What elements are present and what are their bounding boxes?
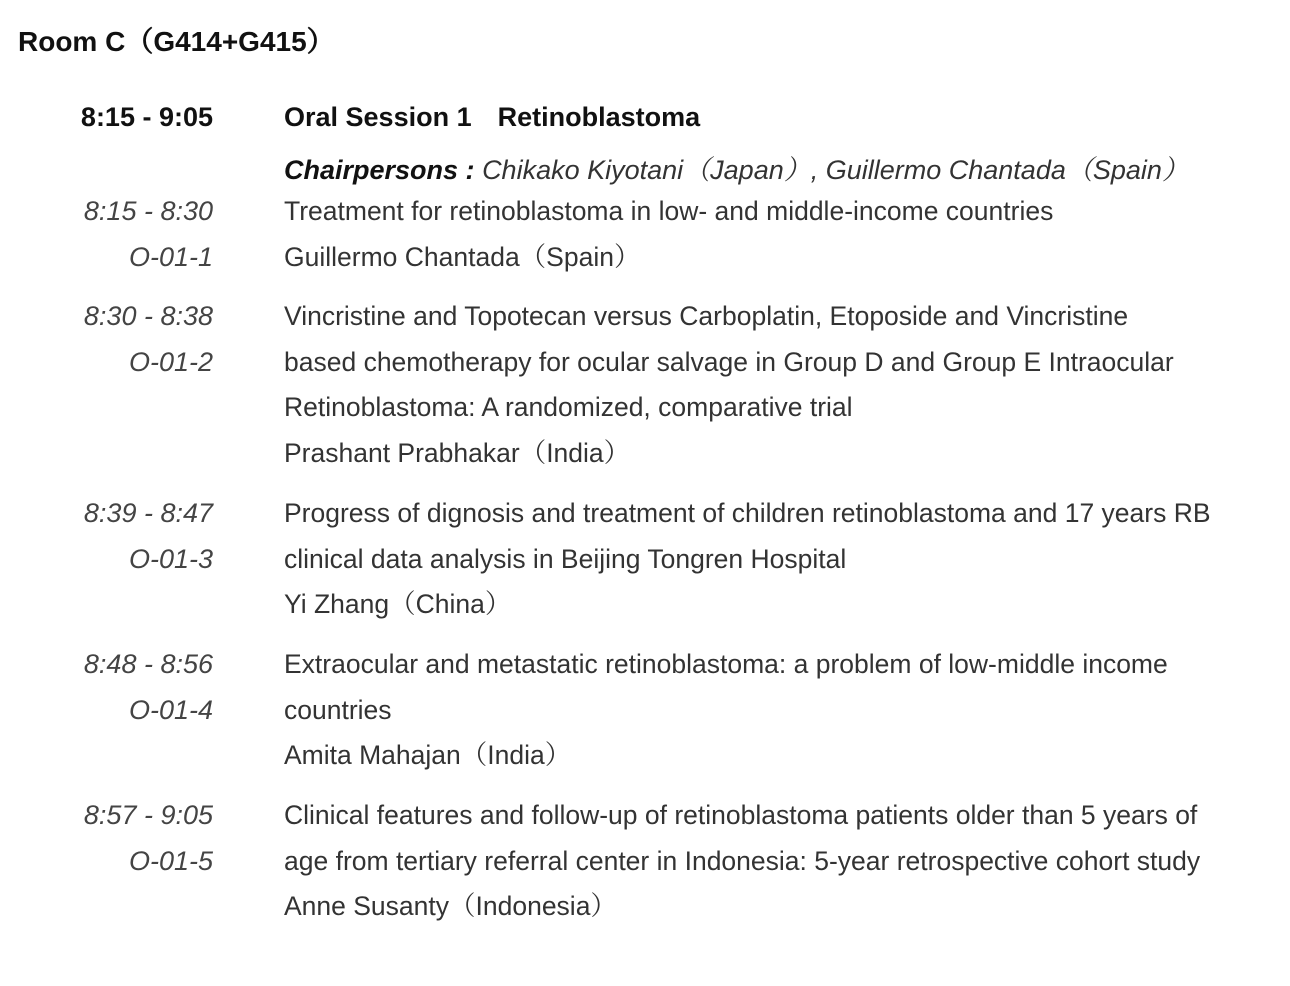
- talk-time: 8:30 - 8:38: [83, 301, 213, 331]
- talk-code: O-01-2: [128, 346, 213, 377]
- talk-title-line: Progress of dignosis and treatment of children retinoblastoma and 17 years RB: [284, 498, 1211, 528]
- talk-body: [284, 189, 1284, 280]
- talk-meta: [40, 793, 213, 884]
- talk-code: O-01-4: [128, 694, 213, 725]
- talk-title-line: based chemotherapy for ocular salvage in Group D and Group E Intraocular: [284, 346, 1174, 377]
- session-topic: Retinoblastoma: [497, 102, 701, 132]
- session-time: 8:15 - 9:05: [80, 102, 213, 132]
- talk-body: [284, 642, 1284, 779]
- talk-presenter: Prashant Prabhakar（India）: [284, 437, 631, 468]
- talk-title-line: countries: [284, 694, 392, 725]
- talk-meta: [40, 189, 213, 280]
- talk-title-line: Retinoblastoma: A randomized, comparative trial: [284, 392, 853, 422]
- talk-title-line: Vincristine and Topotecan versus Carboplatin, Etoposide and Vincristine: [284, 301, 1129, 331]
- talk-body: [284, 793, 1284, 930]
- talk-presenter: Guillermo Chantada（Spain）: [284, 241, 641, 272]
- talk-meta: [40, 294, 213, 385]
- chairpersons-names: Chikako Kiyotani（Japan）, Guillermo Chantada（Spain）: [482, 155, 1189, 185]
- room-title: Room C（G414+G415）: [18, 26, 335, 57]
- talk-time: 8:48 - 8:56: [83, 649, 213, 679]
- talk-code: O-01-1: [128, 241, 213, 272]
- talk-title-line: age from tertiary referral center in Indonesia: 5-year retrospective cohort study: [284, 845, 1201, 876]
- talk-title-line: Clinical features and follow-up of retinoblastoma patients older than 5 years of: [284, 800, 1198, 830]
- talk-title-line: clinical data analysis in Beijing Tongren Hospital: [284, 543, 847, 574]
- talk-time: 8:57 - 9:05: [83, 800, 213, 830]
- talk-body: [284, 294, 1284, 476]
- talk-time: 8:39 - 8:47: [83, 498, 213, 528]
- talk-presenter: Yi Zhang（China）: [284, 589, 512, 619]
- talk-presenter: Amita Mahajan（India）: [284, 740, 572, 770]
- chairpersons: [284, 148, 1189, 187]
- talk-presenter: Anne Susanty（Indonesia）: [284, 891, 617, 921]
- talk-time: 8:15 - 8:30: [83, 196, 213, 226]
- talk-meta: [40, 491, 213, 582]
- talk-title-line: Extraocular and metastatic retinoblastoma: a problem of low-middle income: [284, 649, 1168, 679]
- session-name: Oral Session 1: [284, 102, 472, 132]
- talk-code: O-01-5: [128, 845, 213, 876]
- talk-title-line: Treatment for retinoblastoma in low- and middle-income countries: [284, 196, 1054, 226]
- talk-code: O-01-3: [128, 543, 213, 574]
- talk-body: [284, 491, 1284, 628]
- session-title: [284, 102, 700, 133]
- talk-meta: [40, 642, 213, 733]
- chairpersons-label: Chairpersons :: [284, 155, 475, 185]
